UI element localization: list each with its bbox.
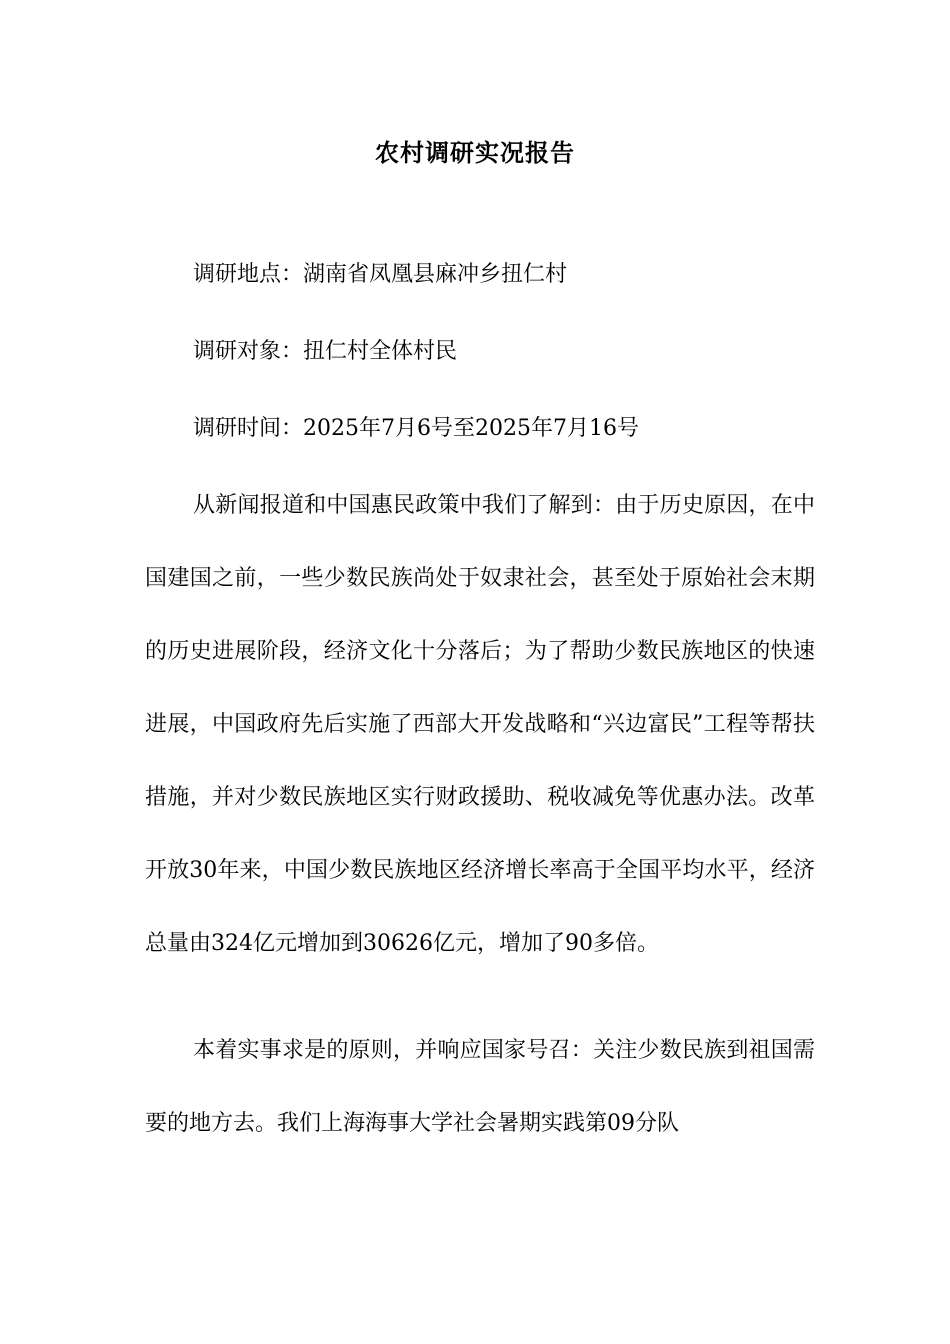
survey-location: 调研地点：湖南省凤凰县麻冲乡扭仁村 <box>193 262 568 287</box>
document-title: 农村调研实况报告 <box>375 138 575 167</box>
paragraph-background: 从新闻报道和中国惠民政策中我们了解到：由于历史原因，在中国建国之前，一些少数民族尚处于奴隶社会，甚至处于原始社会末期的历史进展阶段，经济文化十分落后；为了帮助少数民族地区的快速进展，中国政府先后实施了西部大开发战略和“兴边富民”工程等帮扶措施，并对少数民族地区实行财政援助、税收减免等优惠办法。改革开放30年来，中国少数民族地区经济增长率高于全国平均水平，经济总量由324亿元增加到30626亿元，增加了90多倍。 <box>145 493 815 956</box>
survey-time: 调研时间：2025年7月6号至2025年7月16号 <box>193 416 639 441</box>
survey-subject: 调研对象：扭仁村全体村民 <box>193 339 458 364</box>
document-body <box>145 256 815 1200</box>
paragraph-purpose: 本着实事求是的原则，并响应国家号召：关注少数民族到祖国需要的地方去。我们上海海事大学社会暑期实践第09分队 <box>145 1038 815 1136</box>
